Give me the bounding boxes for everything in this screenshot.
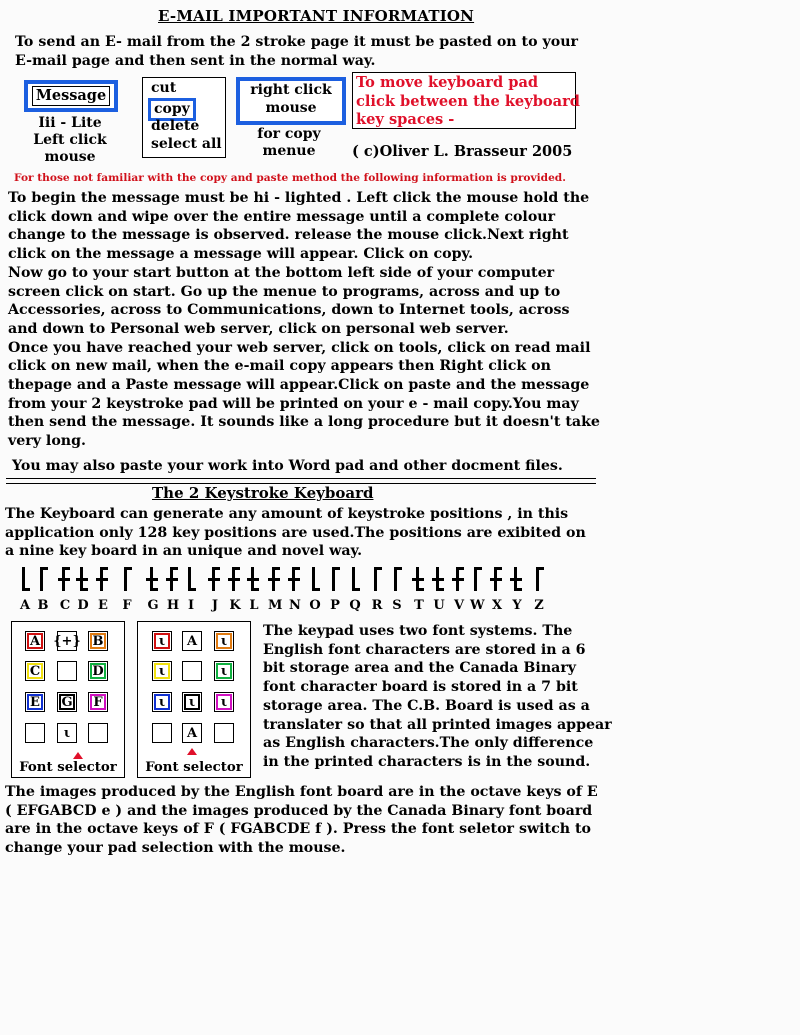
alphabet-letter: D — [77, 598, 89, 613]
alphabet-letter: T — [414, 598, 424, 613]
canada-binary-keypad[interactable] — [137, 621, 251, 778]
binary-glyph — [58, 567, 70, 591]
font-selector-button[interactable]: Font selector — [19, 760, 117, 775]
english-keypad[interactable] — [11, 621, 125, 778]
alphabet-letter: X — [491, 598, 503, 613]
pad-key[interactable]: D — [88, 661, 108, 681]
intro-line: E-mail page and then sent in the normal way. — [15, 52, 376, 69]
pad-key[interactable]: A — [182, 631, 202, 651]
alphabet-letter: F — [122, 598, 132, 613]
pad-key[interactable]: A — [182, 723, 202, 743]
intro-line: application only 128 key positions are used.The positions are exibited on — [5, 524, 586, 541]
menu-item-delete[interactable]: delete — [151, 118, 200, 134]
pad-key[interactable]: ι — [214, 692, 234, 712]
alphabet-letter: P — [330, 598, 340, 613]
alphabet-letter: N — [289, 598, 301, 613]
alphabet-row — [12, 598, 552, 614]
text-line: font character board is stored in a 7 bit — [263, 679, 578, 696]
keypad-description — [263, 622, 612, 772]
selector-arrow-icon — [73, 752, 83, 759]
pad-key[interactable] — [88, 723, 108, 743]
closing-paragraph — [5, 783, 598, 858]
binary-glyph — [390, 567, 402, 591]
binary-glyph — [452, 567, 464, 591]
binary-glyph — [96, 567, 108, 591]
alphabet-letter: Y — [512, 598, 522, 613]
alphabet-letter: I — [187, 598, 195, 613]
message-button[interactable] — [24, 80, 118, 112]
pad-key[interactable] — [182, 661, 202, 681]
text-line: from your 2 keystroke pad will be printed on your e - mail copy.You may — [8, 395, 579, 412]
binary-glyph — [532, 567, 544, 591]
text-line: Accessories, across to Communications, down to Internet tools, across — [8, 302, 570, 319]
alphabet-letter: V — [453, 598, 465, 613]
pad-key[interactable]: ι — [152, 631, 172, 651]
pad-key[interactable]: ι — [214, 661, 234, 681]
text-line: very long. — [8, 433, 86, 450]
section-title: The 2 Keystroke Keyboard — [152, 484, 374, 502]
pad-key[interactable]: A — [25, 631, 45, 651]
message-caption — [28, 115, 112, 166]
text-line: click on new mail, when the e-mail copy appears then Right click on — [8, 358, 551, 375]
alphabet-letter: J — [211, 598, 219, 613]
note-line: click between the keyboard — [356, 92, 580, 110]
alphabet-letter: W — [470, 598, 485, 613]
copyright: ( c)Oliver L. Brasseur 2005 — [352, 143, 573, 160]
pad-key[interactable] — [57, 661, 77, 681]
text-line: change your pad selection with the mouse. — [5, 840, 346, 857]
pad-key[interactable]: C — [25, 661, 45, 681]
binary-glyph — [348, 567, 360, 591]
right-click-button[interactable] — [236, 77, 346, 125]
pad-key[interactable]: ι — [214, 631, 234, 651]
binary-glyph — [228, 567, 240, 591]
keyboard-intro — [5, 505, 586, 561]
button-line: mouse — [265, 100, 317, 116]
text-line: To begin the message must be hi - lighted . Left click the mouse hold the — [8, 190, 590, 206]
binary-glyph — [184, 567, 196, 591]
page-title: E-MAIL IMPORTANT INFORMATION — [158, 7, 475, 25]
alphabet-letter: L — [249, 598, 259, 613]
text-line: storage area. The C.B. Board is used as a — [263, 697, 590, 714]
binary-glyph — [76, 567, 88, 591]
text-line: and down to Personal web server, click on personal web server. — [8, 320, 509, 337]
alphabet-letter: Z — [534, 598, 544, 613]
context-menu-example — [142, 77, 226, 158]
binary-glyph — [432, 567, 444, 591]
intro-line: To send an E- mail from the 2 stroke page it must be pasted on to your — [15, 34, 578, 50]
intro-paragraph — [15, 33, 578, 70]
alphabet-letter: G — [147, 598, 159, 613]
caption-line: menue — [262, 143, 316, 159]
alphabet-letter: R — [371, 598, 383, 613]
alphabet-letter: M — [268, 598, 283, 613]
intro-line: a nine key board in an unique and novel way. — [5, 543, 363, 560]
move-pad-note — [352, 72, 580, 129]
pad-key[interactable]: B — [88, 631, 108, 651]
text-line: in the printed characters is in the sound. — [263, 753, 591, 770]
pad-key[interactable] — [152, 723, 172, 743]
selector-arrow-icon — [187, 748, 197, 755]
text-line: The keypad uses two font systems. The — [263, 623, 573, 639]
pad-key[interactable]: {+} — [57, 631, 77, 651]
alphabet-letter: C — [59, 598, 71, 613]
text-line: Now go to your start button at the bottom left side of your computer — [8, 264, 555, 281]
caption-line: mouse — [44, 149, 96, 165]
text-line: Once you have reached your web server, click on tools, click on read mail — [8, 339, 591, 356]
pad-key[interactable]: E — [25, 692, 45, 712]
text-line: then send the message. It sounds like a long procedure but it doesn't take — [8, 414, 600, 431]
text-line: thepage and a Paste message will appear.Click on paste and the message — [8, 377, 590, 394]
binary-glyph — [268, 567, 280, 591]
font-selector-button[interactable]: Font selector — [145, 760, 243, 775]
binary-glyph — [247, 567, 259, 591]
binary-glyph — [288, 567, 300, 591]
right-click-caption — [236, 126, 342, 160]
binary-glyph — [18, 567, 30, 591]
caption-line: for copy — [257, 126, 321, 142]
text-line: bit storage area and the Canada Binary — [263, 660, 577, 677]
binary-glyph — [510, 567, 522, 591]
pad-key[interactable] — [25, 723, 45, 743]
text-line: The images produced by the English font board are in the octave keys of E — [5, 784, 598, 800]
text-line: translater so that all printed images appear — [263, 716, 612, 733]
binary-glyph — [328, 567, 340, 591]
note-line: key spaces - — [356, 111, 455, 128]
binary-glyph — [490, 567, 502, 591]
alphabet-letter: A — [19, 598, 31, 613]
pad-key[interactable]: ι — [152, 661, 172, 681]
caption-line: Left click — [33, 132, 107, 148]
binary-glyph-row — [12, 567, 547, 593]
alphabet-letter: S — [392, 598, 402, 613]
note-line: To move keyboard pad — [356, 74, 539, 91]
text-line: click down and wipe over the entire message until a complete colour — [8, 208, 556, 225]
binary-glyph — [208, 567, 220, 591]
menu-item-cut[interactable]: cut — [151, 80, 177, 96]
intro-line: The Keyboard can generate any amount of keystroke positions , in this — [5, 506, 569, 522]
binary-glyph — [412, 567, 424, 591]
text-line: screen click on start. Go up the menue to programs, across and up to — [8, 283, 561, 300]
binary-glyph — [146, 567, 158, 591]
alphabet-letter: B — [37, 598, 49, 613]
alphabet-letter: K — [229, 598, 241, 613]
pad-key[interactable] — [214, 723, 234, 743]
caption-line: Iii - Lite — [38, 115, 102, 131]
alphabet-letter: O — [309, 598, 321, 613]
menu-item-copy[interactable]: copy — [148, 98, 196, 121]
text-line: English font characters are stored in a 6 — [263, 641, 586, 658]
copy-paste-note: For those not familiar with the copy and paste method the following information is provided. — [14, 172, 566, 184]
menu-item-select-all[interactable]: select all — [151, 136, 222, 152]
pad-key[interactable]: G — [57, 692, 77, 712]
binary-glyph — [470, 567, 482, 591]
text-line: change to the message is observed. release the mouse click.Next right — [8, 227, 569, 244]
pad-key[interactable]: ι — [152, 692, 172, 712]
also-paste-note: You may also paste your work into Word pad and other docment files. — [12, 458, 563, 474]
pad-key[interactable]: ι — [57, 723, 77, 743]
text-line: click on the message a message will appear. Click on copy. — [8, 246, 474, 263]
text-line: as English characters.The only difference — [263, 735, 594, 752]
pad-key[interactable]: F — [88, 692, 108, 712]
button-line: right click — [250, 82, 332, 98]
text-line: ( EFGABCD e ) and the images produced by the Canada Binary font board — [5, 802, 593, 819]
alphabet-letter: E — [98, 598, 108, 613]
alphabet-letter: H — [166, 598, 180, 613]
binary-glyph — [36, 567, 48, 591]
alphabet-letter: U — [433, 598, 445, 613]
message-button-label: Message — [32, 86, 110, 106]
binary-glyph — [370, 567, 382, 591]
binary-glyph — [166, 567, 178, 591]
instructions — [8, 189, 600, 451]
binary-glyph — [120, 567, 132, 591]
binary-glyph — [308, 567, 320, 591]
text-line: are in the octave keys of F ( FGABCDE f ). Press the font seletor switch to — [5, 821, 592, 838]
alphabet-letter: Q — [349, 598, 361, 613]
pad-key[interactable]: ι — [182, 692, 202, 712]
